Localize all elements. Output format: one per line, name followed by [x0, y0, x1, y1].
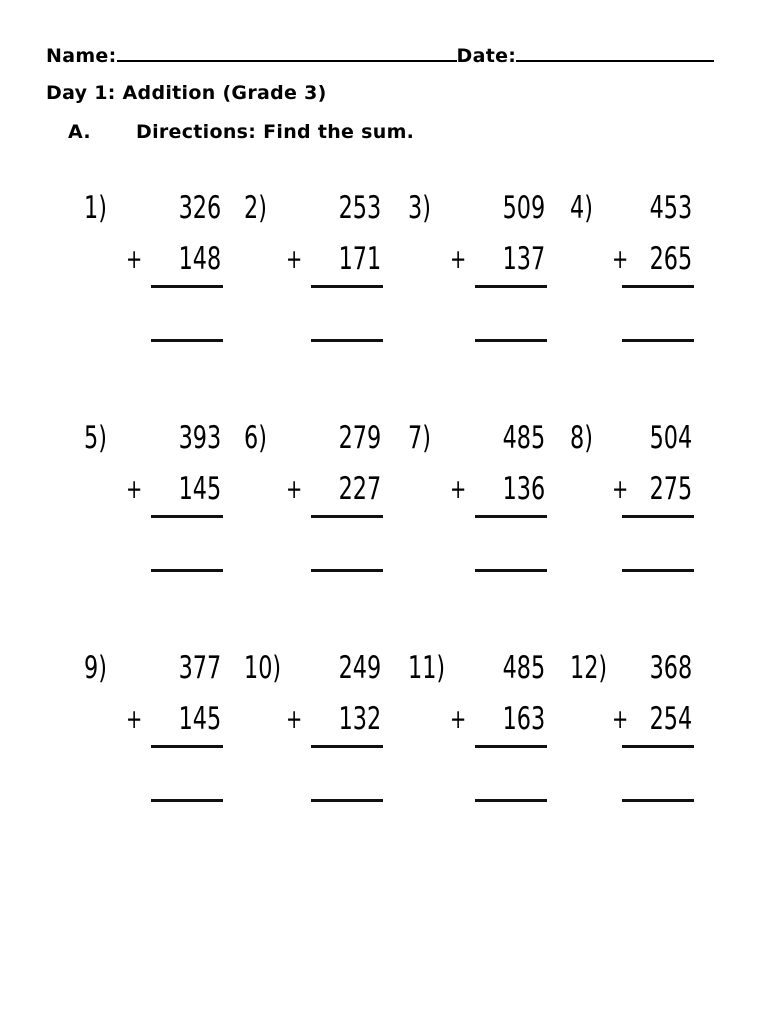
answer-blank-line[interactable]	[475, 339, 547, 342]
problem-number: 1)	[84, 190, 107, 226]
sum-rule-line	[311, 515, 383, 518]
sum-rule-line	[475, 745, 547, 748]
name-label: Name:	[46, 45, 117, 67]
directions-row	[68, 121, 414, 143]
bottom-addend: 163	[502, 701, 545, 737]
problem-4	[570, 190, 700, 403]
problem-2	[244, 190, 389, 403]
problem-7	[408, 420, 553, 633]
date-label: Date:	[456, 45, 517, 67]
bottom-addend: 137	[502, 241, 545, 277]
bottom-addend: 254	[649, 701, 692, 737]
answer-blank-line[interactable]	[622, 799, 694, 802]
bottom-addend: 145	[178, 701, 221, 737]
plus-sign: +	[286, 704, 303, 735]
date-blank-line[interactable]	[516, 42, 714, 62]
sum-rule-line	[151, 745, 223, 748]
directions-text: Directions: Find the sum.	[136, 121, 415, 143]
problem-3	[408, 190, 553, 403]
problem-number: 7)	[408, 420, 431, 456]
top-addend: 509	[502, 190, 545, 226]
answer-blank-line[interactable]	[151, 339, 223, 342]
answer-blank-line[interactable]	[475, 569, 547, 572]
top-addend: 249	[338, 650, 381, 686]
sum-rule-line	[311, 285, 383, 288]
top-addend: 504	[649, 420, 692, 456]
plus-sign: +	[286, 474, 303, 505]
top-addend: 326	[178, 190, 221, 226]
bottom-addend: 145	[178, 471, 221, 507]
problem-6	[244, 420, 389, 633]
top-addend: 485	[502, 650, 545, 686]
problem-number: 4)	[570, 190, 593, 226]
answer-blank-line[interactable]	[151, 799, 223, 802]
plus-sign: +	[450, 474, 467, 505]
answer-blank-line[interactable]	[311, 339, 383, 342]
plus-sign: +	[126, 244, 143, 275]
sum-rule-line	[475, 515, 547, 518]
name-blank-line[interactable]	[117, 42, 457, 62]
problem-9	[84, 650, 229, 863]
problem-number: 10)	[244, 650, 282, 686]
top-addend: 368	[649, 650, 692, 686]
problem-number: 12)	[570, 650, 608, 686]
answer-blank-line[interactable]	[311, 569, 383, 572]
problem-12	[570, 650, 700, 863]
top-addend: 485	[502, 420, 545, 456]
bottom-addend: 132	[338, 701, 381, 737]
worksheet-title: Day 1: Addition (Grade 3)	[46, 82, 327, 104]
answer-blank-line[interactable]	[311, 799, 383, 802]
problem-number: 11)	[408, 650, 446, 686]
problem-number: 8)	[570, 420, 593, 456]
plus-sign: +	[450, 704, 467, 735]
sum-rule-line	[151, 285, 223, 288]
answer-blank-line[interactable]	[151, 569, 223, 572]
problem-1	[84, 190, 229, 403]
problem-10	[244, 650, 389, 863]
problem-8	[570, 420, 700, 633]
name-date-row	[46, 42, 714, 67]
sum-rule-line	[622, 285, 694, 288]
plus-sign: +	[286, 244, 303, 275]
answer-blank-line[interactable]	[622, 569, 694, 572]
sum-rule-line	[622, 515, 694, 518]
bottom-addend: 171	[338, 241, 381, 277]
problem-number: 6)	[244, 420, 267, 456]
sum-rule-line	[311, 745, 383, 748]
top-addend: 453	[649, 190, 692, 226]
section-letter: A.	[68, 121, 91, 143]
plus-sign: +	[612, 244, 629, 275]
plus-sign: +	[126, 704, 143, 735]
plus-sign: +	[450, 244, 467, 275]
problem-number: 5)	[84, 420, 107, 456]
sum-rule-line	[475, 285, 547, 288]
sum-rule-line	[622, 745, 694, 748]
bottom-addend: 265	[649, 241, 692, 277]
problem-11	[408, 650, 553, 863]
answer-blank-line[interactable]	[475, 799, 547, 802]
bottom-addend: 275	[649, 471, 692, 507]
bottom-addend: 227	[338, 471, 381, 507]
top-addend: 393	[178, 420, 221, 456]
bottom-addend: 148	[178, 241, 221, 277]
problem-number: 9)	[84, 650, 107, 686]
top-addend: 253	[338, 190, 381, 226]
plus-sign: +	[126, 474, 143, 505]
answer-blank-line[interactable]	[622, 339, 694, 342]
bottom-addend: 136	[502, 471, 545, 507]
problem-5	[84, 420, 229, 633]
problem-number: 2)	[244, 190, 267, 226]
plus-sign: +	[612, 474, 629, 505]
top-addend: 377	[178, 650, 221, 686]
sum-rule-line	[151, 515, 223, 518]
problem-number: 3)	[408, 190, 431, 226]
top-addend: 279	[338, 420, 381, 456]
plus-sign: +	[612, 704, 629, 735]
